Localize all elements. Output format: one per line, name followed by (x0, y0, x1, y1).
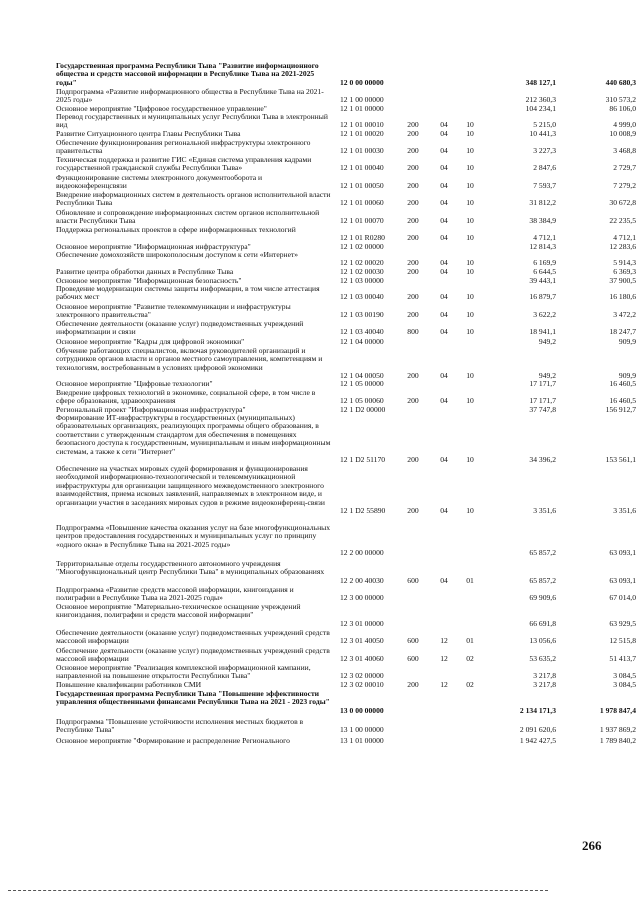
row-name: Государственная программа Республики Тыва "Повышение эффективности управления общественными финансами Республики Тыва на 2021 - 2023 годы" (56, 689, 330, 707)
row-a2: 4 712,1 (613, 233, 636, 243)
row-v: 200 (407, 292, 419, 302)
row-p: 10 (466, 163, 474, 173)
row-code: 12 1 01 00030 (340, 146, 384, 156)
row-code: 12 1 01 00050 (340, 181, 384, 191)
row-a1: 65 857,2 (529, 548, 556, 558)
row-code: 12 1 03 00040 (340, 292, 384, 302)
row-code: 12 1 D2 00000 (340, 405, 386, 414)
row-a1: 1 942 427,5 (519, 736, 556, 745)
row-name: Формирование ИТ-инфраструктуры в государственных (муниципальных) образовательных организациях, реализующих программы общего образования, в соответствии с утвержденным стандартом для обеспечения в помещениях безопасного доступа к государственным, муниципальным и иным информационным системам, а также к сети "Интернет" (56, 413, 331, 456)
row-name: Основное мероприятие "Развитие телекоммуникации и инфраструктуры электронного правительства" (56, 302, 291, 320)
row-name: Поддержка региональных проектов в сфере информационных технологий (56, 225, 296, 234)
row-a2: 909,9 (618, 371, 636, 381)
row-a1: 2 134 171,3 (519, 705, 556, 715)
row-a2: 22 235,5 (609, 216, 636, 226)
row-r: 04 (440, 575, 448, 585)
row-name: Государственная программа Республики Тыва "Развитие информационного общества и средств массовой информации в Республике Тыва на 2021-2025 годы" (56, 61, 319, 87)
row-r: 04 (440, 327, 448, 337)
row-p: 10 (466, 327, 474, 337)
row-p: 01 (466, 575, 474, 585)
row-a2: 2 729,7 (613, 163, 636, 173)
row-r: 04 (440, 233, 448, 243)
row-name: Обновление и сопровождение информационных систем органов исполнительной власти Республики Тыва (56, 208, 320, 226)
row-p: 10 (466, 292, 474, 302)
row-a2: 30 672,8 (609, 198, 636, 208)
row-r: 04 (440, 455, 448, 464)
row-name: Функционирование системы электронного документооборота и видеоконференцсвязи (56, 173, 263, 191)
row-r: 04 (440, 292, 448, 302)
row-a2: 1 978 847,4 (599, 705, 636, 715)
row-r: 04 (440, 198, 448, 208)
row-name: Повышение квалификации работников СМИ (56, 680, 202, 689)
row-a2: 156 912,7 (605, 405, 636, 414)
row-a1: 3 622,2 (533, 310, 556, 320)
row-code: 12 1 01 00010 (340, 120, 384, 130)
row-r: 04 (440, 396, 448, 406)
row-a1: 2 847,6 (533, 163, 556, 173)
row-a2: 37 900,5 (609, 276, 636, 285)
row-v: 200 (407, 680, 419, 689)
row-a2: 18 247,7 (609, 327, 636, 337)
row-v: 200 (407, 198, 419, 208)
row-a1: 31 812,2 (529, 198, 556, 208)
row-a1: 4 712,1 (533, 233, 556, 243)
row-a2: 63 093,1 (609, 575, 636, 585)
row-r: 04 (440, 506, 448, 515)
row-v: 600 (407, 636, 419, 646)
row-name: Обеспечение деятельности (оказание услуг) подведомственных учреждений средств массовой информации (56, 646, 330, 664)
row-name: Обеспечение на участках мировых судей формирования и функционирования необходимой информационно-технологической и телекоммуникационной инфраструктуры для организации защищенного межведомственного электронного взаимодействия, приема исковых заявлений, направляемых в электронном виде, и организации участия в заседаниях мировых судов в режиме видеоконференц-связи (56, 464, 325, 507)
row-name: Основное мероприятие "Материально-техническое оснащение учреждений книгоиздания, полиграфии и средств массовой информации" (56, 602, 301, 620)
row-p: 10 (466, 129, 474, 138)
row-p: 10 (466, 267, 474, 276)
row-code: 12 1 05 00000 (340, 379, 384, 388)
row-a1: 34 396,2 (529, 455, 556, 464)
row-a2: 153 561,1 (605, 455, 636, 464)
row-a1: 13 056,6 (529, 636, 556, 646)
row-r: 12 (440, 636, 448, 646)
row-a1: 3 351,6 (533, 506, 556, 515)
row-a1: 37 747,8 (529, 405, 556, 414)
row-v: 200 (407, 146, 419, 156)
row-a1: 53 635,2 (529, 654, 556, 664)
row-r: 04 (440, 371, 448, 381)
row-name: Обеспечение домохозяйств широкополосным доступом к сети «Интернет» (56, 250, 299, 259)
row-v: 200 (407, 129, 419, 138)
row-name: Развитие центра обработки данных в Республике Тыва (56, 267, 234, 276)
row-r: 04 (440, 120, 448, 130)
row-r: 12 (440, 680, 448, 689)
row-code: 12 2 00 00000 (340, 548, 384, 558)
row-a1: 16 879,7 (529, 292, 556, 302)
row-a2: 12 515,8 (609, 636, 636, 646)
row-a1: 69 909,6 (529, 593, 556, 603)
row-v: 200 (407, 163, 419, 173)
row-a2: 4 999,0 (613, 120, 636, 130)
row-name: Основное мероприятие "Кадры для цифровой экономики" (56, 337, 245, 346)
row-a1: 949,2 (538, 371, 556, 381)
row-r: 04 (440, 258, 448, 268)
row-code: 12 1 00 00000 (340, 95, 384, 105)
row-v: 200 (407, 233, 419, 243)
row-p: 10 (466, 258, 474, 268)
row-a2: 1 937 869,2 (599, 725, 636, 735)
row-name: Региональный проект "Информационная инфраструктура" (56, 405, 246, 414)
row-p: 10 (466, 455, 474, 464)
row-p: 10 (466, 146, 474, 156)
row-code: 12 3 00 00000 (340, 593, 384, 603)
row-a2: 3 351,6 (613, 506, 636, 515)
row-v: 200 (407, 267, 419, 276)
row-p: 01 (466, 636, 474, 646)
page-number: 266 (582, 838, 602, 853)
row-code: 12 1 02 00020 (340, 258, 384, 268)
row-a2: 10 008,9 (609, 129, 636, 138)
row-name: Основное мероприятие "Реализация комплексной информационной кампании, направленной на повышение открытости Республики Тыва" (56, 663, 311, 681)
row-a2: 51 413,7 (609, 654, 636, 664)
row-name: Основное мероприятие "Информационная безопасность" (56, 276, 242, 285)
row-a1: 3 217,8 (533, 680, 556, 689)
row-a2: 3 084,5 (613, 680, 636, 689)
row-v: 200 (407, 216, 419, 226)
row-code: 12 1 D2 51170 (340, 455, 386, 464)
row-v: 200 (407, 455, 419, 464)
row-a2: 63 093,1 (609, 548, 636, 558)
row-r: 04 (440, 181, 448, 191)
row-a2: 16 460,5 (609, 396, 636, 406)
row-code: 13 1 01 00000 (340, 736, 384, 745)
row-a1: 5 215,0 (533, 120, 556, 130)
row-a1: 7 593,7 (533, 181, 556, 191)
row-a1: 348 127,1 (525, 77, 556, 87)
row-name: Основное мероприятие "Цифровое государственное управление" (56, 104, 267, 113)
footer-divider (8, 890, 548, 891)
row-name: Основное мероприятие "Формирование и распределение Регионального (56, 736, 290, 745)
row-a2: 16 180,6 (609, 292, 636, 302)
row-p: 10 (466, 506, 474, 515)
row-a2: 16 460,5 (609, 379, 636, 388)
row-a1: 10 441,3 (529, 129, 556, 138)
row-v: 200 (407, 181, 419, 191)
row-name: Развитие Ситуационного центра Главы Республики Тыва (56, 129, 241, 138)
row-a1: 6 169,9 (533, 258, 556, 268)
row-p: 02 (466, 654, 474, 664)
row-r: 12 (440, 654, 448, 664)
row-v: 600 (407, 654, 419, 664)
row-code: 12 2 00 40030 (340, 575, 384, 585)
row-p: 10 (466, 396, 474, 406)
row-code: 12 1 04 00000 (340, 337, 384, 346)
row-r: 04 (440, 129, 448, 138)
row-a1: 65 857,2 (529, 575, 556, 585)
row-a1: 104 234,1 (525, 104, 556, 113)
row-a1: 12 814,3 (529, 242, 556, 251)
row-a2: 63 929,5 (609, 618, 636, 628)
row-p: 10 (466, 371, 474, 381)
row-a1: 3 217,8 (533, 671, 556, 681)
row-v: 200 (407, 371, 419, 381)
row-code: 12 3 01 40060 (340, 654, 384, 664)
row-code: 12 1 05 00060 (340, 396, 384, 406)
row-r: 04 (440, 146, 448, 156)
row-a2: 12 283,6 (609, 242, 636, 251)
row-p: 10 (466, 216, 474, 226)
row-code: 12 3 01 00000 (340, 618, 384, 628)
row-a1: 212 360,3 (525, 95, 556, 105)
row-name: Обеспечение деятельности (оказание услуг) подведомственных учреждений средств массовой информации (56, 628, 330, 646)
row-code: 12 1 D2 55890 (340, 506, 386, 515)
row-a2: 67 014,0 (609, 593, 636, 603)
row-a2: 6 369,3 (613, 267, 636, 276)
row-name: Территориальные отделы государственного автономного учреждения "Многофункциональный центр Республики Тыва" в муниципальных образованиях (56, 559, 325, 577)
row-code: 12 1 03 00000 (340, 276, 384, 285)
row-code: 12 1 01 00070 (340, 216, 384, 226)
row-v: 600 (407, 575, 419, 585)
row-a1: 18 941,1 (529, 327, 556, 337)
row-name: Основное мероприятие "Информационная инфраструктура" (56, 242, 251, 251)
row-v: 200 (407, 120, 419, 130)
row-v: 800 (407, 327, 419, 337)
row-code: 12 1 01 00020 (340, 129, 384, 138)
row-code: 12 1 04 00050 (340, 371, 384, 381)
row-a1: 17 171,7 (529, 396, 556, 406)
row-a2: 310 573,2 (605, 95, 636, 105)
row-a2: 3 084,5 (613, 671, 636, 681)
row-a2: 7 279,2 (613, 181, 636, 191)
row-code: 12 1 01 00000 (340, 104, 384, 113)
row-a2: 86 106,0 (609, 104, 636, 113)
row-name: Основное мероприятие "Цифровые технологии" (56, 379, 213, 388)
row-name: Внедрение цифровых технологий в экономике, социальной сфере, в том числе в сфере образования, здравоохранения (56, 388, 316, 406)
row-p: 10 (466, 233, 474, 243)
row-code: 12 1 01 R0280 (340, 233, 385, 243)
row-a1: 6 644,5 (533, 267, 556, 276)
row-a2: 3 472,2 (613, 310, 636, 320)
row-name: Обеспечение деятельности (оказание услуг) подведомственных учреждений информатизации и связи (56, 319, 304, 337)
row-name: Проведение модернизации системы защиты информации, в том числе аттестация рабочих мест (56, 284, 320, 302)
row-a1: 2 091 620,6 (519, 725, 556, 735)
row-a1: 3 227,3 (533, 146, 556, 156)
row-a1: 949,2 (538, 337, 556, 346)
row-a1: 66 691,8 (529, 618, 556, 628)
row-p: 10 (466, 120, 474, 130)
row-name: Подпрограмма «Развитие информационного общества в Республике Тыва на 2021-2025 годы» (56, 87, 324, 105)
row-code: 13 0 00 00000 (340, 705, 384, 715)
row-v: 200 (407, 396, 419, 406)
row-code: 12 1 03 40040 (340, 327, 384, 337)
row-r: 04 (440, 310, 448, 320)
row-a1: 38 384,9 (529, 216, 556, 226)
row-code: 12 1 02 00030 (340, 267, 384, 276)
row-name: Внедрение информационных систем в деятельность органов исполнительной власти Республики Тыва (56, 190, 331, 208)
row-code: 12 3 02 00010 (340, 680, 384, 689)
row-name: Подпрограмма "Повышение устойчивости исполнения местных бюджетов в Республике Тыва" (56, 717, 304, 735)
row-code: 12 3 02 00000 (340, 671, 384, 681)
row-code: 12 1 01 00040 (340, 163, 384, 173)
row-code: 12 0 00 00000 (340, 77, 384, 87)
row-name: Техническая поддержка и развитие ГИС «Единая система управления кадрами государственной гражданской службы Республики Тыва» (56, 155, 312, 173)
row-name: Перевод государственных и муниципальных услуг Республики Тыва в электронный вид (56, 112, 328, 130)
row-p: 02 (466, 680, 474, 689)
row-a2: 1 789 840,2 (599, 736, 636, 745)
row-r: 04 (440, 216, 448, 226)
row-v: 200 (407, 310, 419, 320)
row-name: Обучение работающих специалистов, включая руководителей организаций и сотрудников органов власти и органов местного самоуправления, компетенциям и технологиям, востребованным в условиях цифровой экономики (56, 346, 323, 372)
row-r: 04 (440, 163, 448, 173)
row-code: 12 1 01 00060 (340, 198, 384, 208)
row-a2: 440 680,3 (605, 77, 636, 87)
row-name: Обеспечение функционирования региональной инфраструктуры электронного правительства (56, 138, 311, 156)
row-a1: 39 443,1 (529, 276, 556, 285)
row-code: 12 1 02 00000 (340, 242, 384, 251)
row-v: 200 (407, 506, 419, 515)
row-r: 04 (440, 267, 448, 276)
row-v: 200 (407, 258, 419, 268)
row-p: 10 (466, 310, 474, 320)
row-a2: 5 914,3 (613, 258, 636, 268)
row-a2: 3 468,8 (613, 146, 636, 156)
row-a2: 909,9 (618, 337, 636, 346)
row-p: 10 (466, 198, 474, 208)
row-name: Подпрограмма «Повышение качества оказания услуг на базе многофункциональных центров предоставления государственных и муниципальных услуг по принципу «одного окна» в Республике Тыва на 2021-2025 годы» (56, 523, 331, 549)
row-code: 12 1 03 00190 (340, 310, 384, 320)
row-code: 13 1 00 00000 (340, 725, 384, 735)
row-a1: 17 171,7 (529, 379, 556, 388)
row-name: Подпрограмма «Развитие средств массовой информации, книгоиздания и полиграфии в Республике Тыва на 2021-2025 годы» (56, 585, 294, 603)
row-p: 10 (466, 181, 474, 191)
row-code: 12 3 01 40050 (340, 636, 384, 646)
